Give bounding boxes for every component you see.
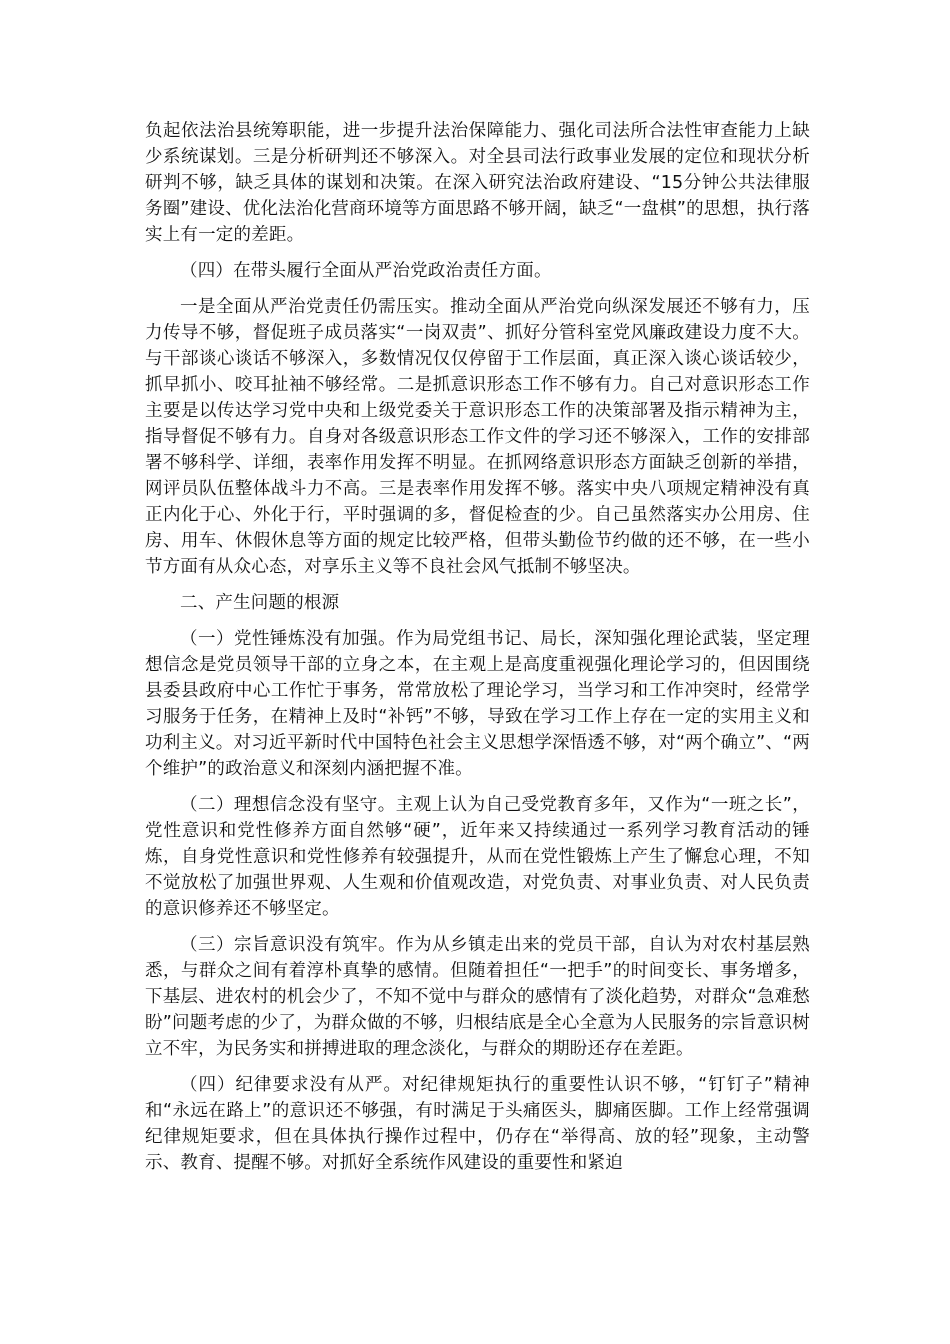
- paragraph-cause-2: （二）理想信念没有坚守。主观上认为自己受党教育多年，又作为“一班之长”，党性意识和党性修养方面自然够“硬”，近年来又持续通过一系列学习教育活动的锤炼，自身党性意识和党性修养有较强提升，从而在党性锻炼上产生了懈怠心理，不知不觉放松了加强世界观、人生观和价值观改造，对党负责、对事业负责、对人民负责的意识修养还不够坚定。: [145, 795, 810, 919]
- paragraph-continued: 负起依法治县统筹职能，进一步提升法治保障能力、强化司法所合法性审查能力上缺少系统谋划。三是分析研判还不够深入。对全县司法行政事业发展的定位和现状分析研判不够，缺乏具体的谋划和决策。在深入研究法治政府建设、“15分钟公共法律服务圈”建设、优化法治化营商环境等方面思路不够开阔，缺乏“一盘棋”的思想，执行落实上有一定的差距。: [145, 121, 810, 245]
- paragraph-cause-3: （三）宗旨意识没有筑牢。作为从乡镇走出来的党员干部，自认为对农村基层熟悉，与群众之间有着淳朴真挚的感情。但随着担任“一把手”的时间变长、事务增多，下基层、进农村的机会少了，不知不觉中与群众的感情有了淡化趋势，对群众“急难愁盼”问题考虑的少了，为群众做的不够，归根结底是全心全意为人民服务的宗旨意识树立不牢，为民务实和拼搏进取的理念淡化，与群众的期盼还存在差距。: [145, 935, 810, 1059]
- paragraph-cause-4: （四）纪律要求没有从严。对纪律规矩执行的重要性认识不够，“钉钉子”精神和“永远在路上”的意识还不够强，有时满足于头痛医头，脚痛医脚。工作上经常强调纪律规矩要求，但在具体执行操作过程中，仍存在“举得高、放的轻”现象，主动警示、教育、提醒不够。对抓好全系统作风建设的重要性和紧迫: [145, 1075, 810, 1173]
- paragraph-party-responsibility: 一是全面从严治党责任仍需压实。推动全面从严治党向纵深发展还不够有力，压力传导不够，督促班子成员落实“一岗双责”、抓好分管科室党风廉政建设力度不大。与干部谈心谈话不够深入，多数情况仅仅停留于工作层面，真正深入谈心谈话较少，抓早抓小、咬耳扯袖不够经常。二是抓意识形态工作不够有力。自己对意识形态工作主要是以传达学习党中央和上级党委关于意识形态工作的决策部署及指示精神为主，指导督促不够有力。自身对各级意识形态工作文件的学习还不够深入，工作的安排部署不够科学、详细，表率作用发挥不明显。在抓网络意识形态方面缺乏创新的举措，网评员队伍整体战斗力不高。三是表率作用发挥不够。落实中央八项规定精神没有真正内化于心、外化于行，平时强调的多，督促检查的少。自己虽然落实办公用房、住房、用车、休假休息等方面的规定比较严格，但带头勤俭节约做的还不够，在一些小节方面有从众心态，对享乐主义等不良社会风气抵制不够坚决。: [145, 297, 810, 577]
- document-page: [145, 118, 810, 1176]
- paragraph-cause-1: （一）党性锤炼没有加强。作为局党组书记、局长，深知强化理论武装，坚定理想信念是党员领导干部的立身之本，在主观上是高度重视强化理论学习的，但因围绕县委县政府中心工作忙于事务，常常放松了理论学习，当学习和工作冲突时，经常学习服务于任务，在精神上及时“补钙”不够，导致在学习工作上存在一定的实用主义和功利主义。对习近平新时代中国特色社会主义思想学深悟透不够，对“两个确立”、“两个维护”的政治意义和深刻内涵把握不准。: [145, 629, 810, 779]
- subheading-section-4: （四）在带头履行全面从严治党政治责任方面。: [180, 261, 552, 281]
- heading-root-causes: 二、产生问题的根源: [180, 593, 340, 613]
